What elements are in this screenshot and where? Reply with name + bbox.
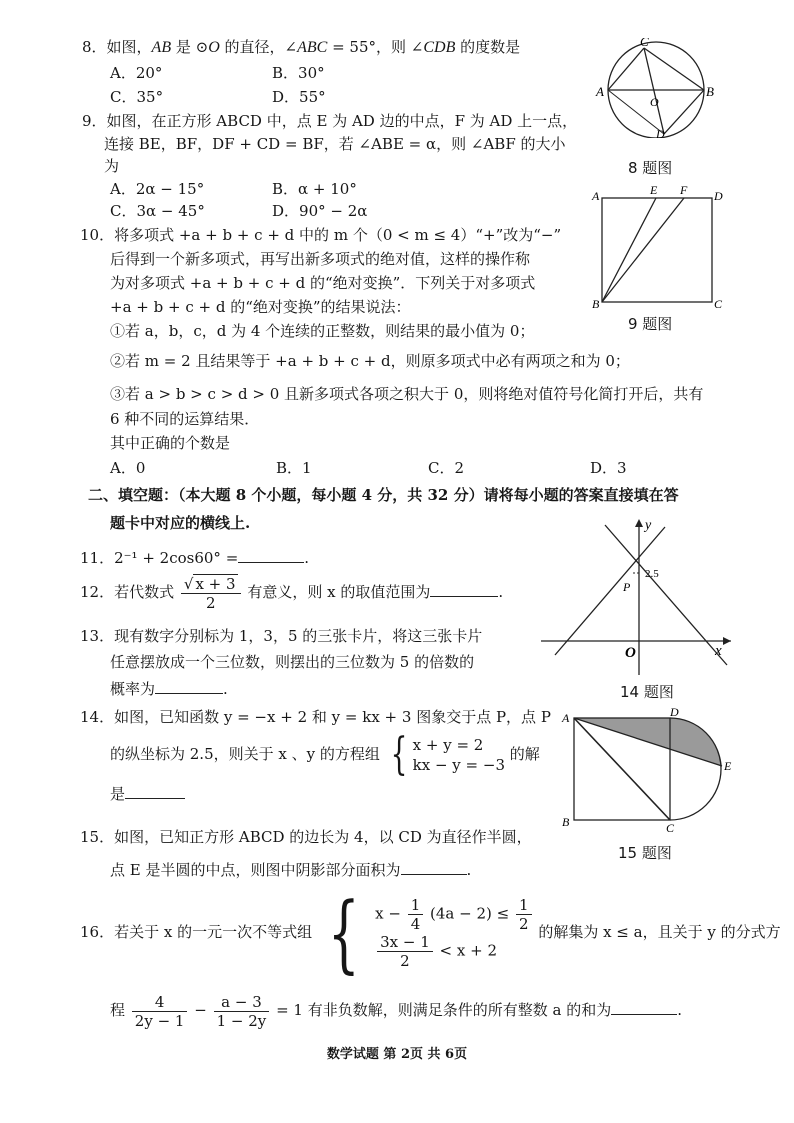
q13-line1: 13．现有数字分别标为 1，3，5 的三张卡片，将这三张卡片 (80, 627, 483, 645)
q8-caption: 8 题图 (628, 159, 673, 177)
q9-option-b: B．α + 10° (272, 180, 357, 198)
q15-line1: 15．如图，已知正方形 ABCD 的边长为 4，以 CD 为直径作半圆， (80, 828, 532, 846)
q14-label-25: 2.5 (645, 568, 659, 580)
q10-statement-2: ②若 m = 2 且结果等于 +a + b + c + d，则原多项式中必有两项之和为 0； (110, 352, 630, 370)
q16-line1: 16．若关于 x 的一元一次不等式组 { x − $\frac{1}{4}$ (4a − 2) ≤ $\frac{1}{2}$ $\frac{3x - 1}{2}$ < x + 2 的解集为 x ≤ a，且关于 y 的分式方 (80, 884, 781, 982)
q14-line3: 是 (110, 782, 185, 805)
q15-label-b: B (562, 815, 570, 829)
q15-label-c: C (666, 821, 675, 835)
q10-line2: 后得到一个新多项式，再写出新多项式的绝对值，这样的操作称 (110, 250, 531, 268)
q10-option-a: A．0 (110, 459, 146, 477)
q8-figure-circle (590, 38, 730, 138)
q14-label-p: P (623, 580, 631, 594)
q11: 11．2⁻¹ + 2cos60° = . (80, 546, 309, 569)
q14-line1: 14．如图，已知函数 y = −x + 2 和 y = kx + 3 图象交于点 P，点 P (80, 708, 551, 726)
q10-statement-3b: 6 种不同的运算结果． (110, 410, 260, 428)
q15-figure-semicircle (560, 708, 740, 836)
q16-line2: 程 $\frac{4}{2y - 1}$ − $\frac{a - 3}{1 - 2y}$ = 1 有非负数解，则满足条件的所有整数 a 的和为 . (110, 992, 682, 1030)
q10-statement-3a: ③若 a > b > c > d > 0 且新多项式各项之积大于 0，则将绝对值符号化简打开后，共有 (110, 385, 704, 403)
q8-stem: 8．如图，AB 是 ⊙O 的直径，∠ABC = 55°，则 ∠CDB 的度数是 (82, 38, 521, 56)
q9-option-d: D．90° − 2α (272, 202, 368, 220)
q9-line3: 为 (104, 157, 120, 175)
q14-line2: 的纵坐标为 2.5，则关于 x 、y 的方程组 { x + y = 2 kx − y = −3 的解 (110, 729, 540, 780)
q12: 12．若代数式 $\frac{√ x + 3}{2}$ 有意义，则 x 的取值范围为 . (80, 574, 504, 612)
q15-label-a: A (562, 711, 570, 725)
q13-line2: 任意摆放成一个三位数，则摆出的三位数为 5 的倍数的 (110, 653, 475, 671)
q10-line3: 为对多项式 +a + b + c + d 的“绝对变换”．下列关于对多项式 (110, 274, 536, 292)
section2-heading-line2: 题卡中对应的横线上. (110, 514, 251, 532)
q9-option-a: A．2α − 15° (110, 180, 205, 198)
q8-label-d: D (656, 127, 665, 138)
q9-figure-square (590, 182, 730, 312)
q14-label-x: x (715, 643, 722, 659)
q10-statement-1: ①若 a，b，c，d 为 4 个连续的正整数，则结果的最小值为 0； (110, 322, 535, 340)
q9-label-b: B (592, 297, 600, 311)
q9-label-c: C (714, 297, 723, 311)
q8-option-c: C．35° (110, 88, 164, 106)
q8-label-b: B (706, 84, 714, 99)
q10-line1: 10．将多项式 +a + b + c + d 中的 m 个（0 < m ≤ 4）“+”改为“−” (80, 226, 562, 244)
page-footer: 数学试题 第 2页 共 6页 (326, 1047, 468, 1062)
q8-label-a: A (596, 84, 604, 99)
q8-option-a: A．20° (110, 64, 163, 82)
q10-ask: 其中正确的个数是 (110, 434, 231, 452)
q8-option-b: B．30° (272, 64, 325, 82)
q14-label-o: O (625, 645, 636, 661)
q9-label-d: D (714, 189, 723, 203)
q13-line3: 概率为 . (110, 677, 228, 700)
q15-label-e: E (724, 759, 732, 773)
q14-figure-graph (535, 515, 735, 680)
q15-label-d: D (670, 708, 679, 719)
q8-label-o: O (650, 95, 659, 109)
q9-label-e: E (650, 183, 658, 197)
q9-label-f: F (680, 183, 688, 197)
q10-line4: +a + b + c + d 的“绝对变换”的结果说法： (110, 298, 411, 316)
q9-caption: 9 题图 (628, 315, 673, 333)
q15-line2: 点 E 是半圆的中点，则图中阴影部分面积为 . (110, 858, 471, 881)
q10-option-c: C．2 (428, 459, 465, 477)
q14-label-y: y (645, 518, 652, 533)
q9-label-a: A (592, 189, 600, 203)
q9-line2: 连接 BE，BF，DF + CD = BF，若 ∠ABE = α，则 ∠ABF 的大小 (104, 135, 566, 153)
q10-option-d: D．3 (590, 459, 627, 477)
q15-caption: 15 题图 (618, 844, 672, 862)
q9-option-c: C．3α − 45° (110, 202, 205, 220)
section2-heading-line1: 二、填空题：（本大题 8 个小题，每小题 4 分，共 32 分）请将每小题的答案直接填在答 (88, 486, 679, 504)
q8-option-d: D．55° (272, 88, 326, 106)
q9-line1: 9．如图，在正方形 ABCD 中，点 E 为 AD 边的中点，F 为 AD 上一点， (82, 112, 578, 130)
q14-caption: 14 题图 (620, 683, 674, 701)
q8-label-c: C (640, 38, 649, 49)
q10-option-b: B．1 (276, 459, 312, 477)
